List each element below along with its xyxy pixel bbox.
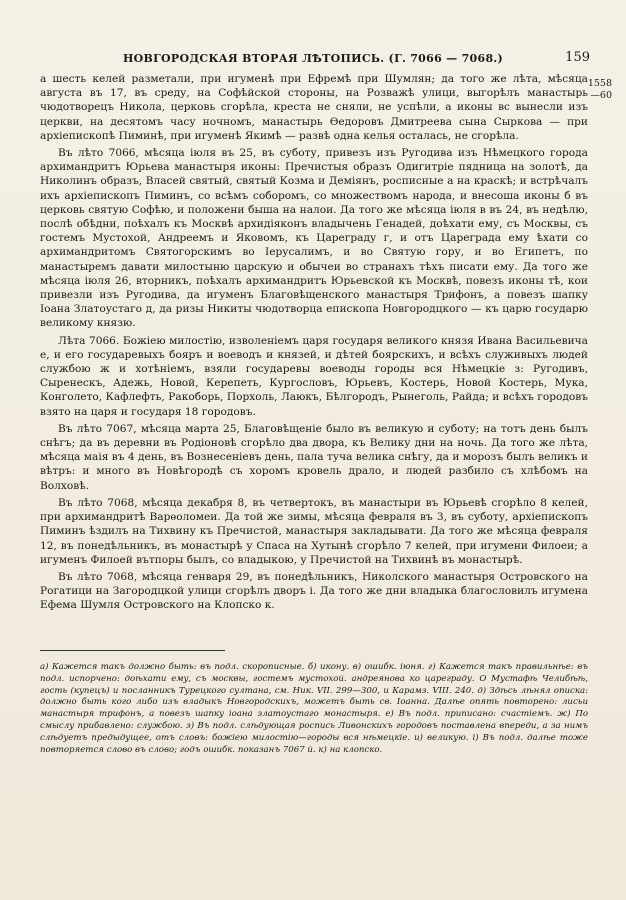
main-text <box>40 72 588 616</box>
footnote-divider <box>40 650 225 651</box>
margin-year-top: 1558 <box>587 78 612 89</box>
footnotes: а) Кажется такъ должно быть: въ подл. скоропиcные. б) икону. в) ошибк. іюня. г) Кажется такъ правильнѣе: въ подл. испорчено: доѣхати ему, съ москвы, гостемъ мустохой. андреяновa ко цареграду. О Мустафѣ Челибѣѣ, гость (купецъ) и посланникъ Турецкого султана, см. Ник. VII. 299—300, и Карамз. VIII. 240. д) Здѣсь лѣнял описка: должно быть кого либо изъ владыкъ Новгородскихъ, можетъ быть св. Іоанна. Далѣе опять повторено: лисьи манастыря трифонъ, а повезъ шапку іоана златоустагo монастыря. е) Въ подл. приписано: счастіемъ. ж) По смыслу прибавлено: службою. з) Въ подл. слѣдующая роспись Ливонскихъ городовъ поставлена впереди, а за нимъ слѣдуетъ предыдущее, отъ словъ: божіею милостію—городы вся нѣмецкіе. и) великую. і) Въ подл. далѣе тоже повторяется слово въ слово; годъ ошибк. показанъ 7067 й. к) на клопско. <box>40 662 588 755</box>
paragraph-5: Въ лѣто 7068, мѣсяца декабря 8, въ четвертокъ, въ манастыри въ Юрьевѣ сгорѣло 8 келей, при архимандритѣ Варѳоломеи. Да той же зимы, мѣсяца февраля въ 3, въ суботу, архіепископъ Пиминъ ѣздилъ на Тихвину къ Пречистой, манастыря закладывати. Да того же мѣсяца февраля 12, въ понедѣльникъ, въ монастырѣ у Спаса на Хутынѣ сгорѣло 7 келей, при игумени Филоеи; а игуменъ Филоей вътпоры былъ, со владыкою, у Пречистой на Тихвинѣ въ монастырѣ. <box>40 496 588 566</box>
paragraph-3: Лѣта 7066. Божіею милостію, изволеніемъ царя государя великого князя Ивана Васильевича е, и его государевыхъ бояръ и воеводъ и князей, и дѣтей боярскихъ, и всѣхъ служивыхъ людей службою ж и хотѣніемъ, взяли государевы воеводы городы вся Нѣмецкіе з: Ругодивъ, Сыренескъ, Адежь, Новой, Керепеть, Кургословъ, Юрьевъ, Костерь, Новой Костерь, Мука, Конголето, Кафлефть, Ракоборь, Порхоль, Лаюкъ, Бѣлгородъ, Рынеголь, Райда; и всѣхъ городовъ взято на царя и государя 18 городовъ. <box>40 334 588 418</box>
paragraph-2: Въ лѣто 7066, мѣсяца іюля въ 25, въ суботу, привезъ изъ Ругодива изъ Нѣмецкого города архимандритъ Юрьева манастыря иконы: Пречистыя образъ Одигитріе пядница на золотѣ, да Николинъ образъ, Власей святый, святый Козма и Деміянъ, росписные а на краскѣ; и встрѣчалъ ихъ архіепископъ Пиминъ, со всѣмъ соборомъ, со множествомъ народа, и внесоша иконы б въ церковь святую Софѣю, и положени быша на налои. Да того же мѣсяца іюля в въ 24, въ недѣлю, послѣ обѣдни, поѣхалъ къ Москвѣ архидіяконъ владычень Генадей, доѣхати ему, съ Москвы, съ гостемъ Мустохой, Андреемъ и Яковомъ, къ Цареграду г, и отъ Цареграда ему ѣхати со архимандритомъ Святогорскимъ во Іерусалимъ, и во Святую гору, и во Египетъ, по манастыремъ давати милостыню царскую и обычеи во странахъ тѣхъ писати ему. Да того же мѣсяца іюля 26, вторникъ, поѣхалъ архимандритъ Юрьевской къ Москвѣ, повезъ иконы тѣ, кои привезли изъ Ругодива, да игуменъ Благовѣщенского манастыря Трифонъ, а повезъ шапку Іоана Златоустаго д, да ризы Никиты чюдотворца епископа Новгородцкого — къ царю государю великому князю. <box>40 147 588 330</box>
margin-years <box>588 78 612 102</box>
margin-year-bottom: —60 <box>590 90 612 101</box>
paragraph-4: Въ лѣто 7067, мѣсяца марта 25, Благовѣщеніе было въ великую и суботу; на тотъ день былъ снѣгъ; да въ деревни въ Родіоновѣ сгорѣло два двора, къ Велику дни на ночь. Да того же лѣта, мѣсяца маія въ 4 день, въ Вознесеніевъ день, пала туча велика снѣгу, да и морозъ былъ великъ и вѣтръ: и много въ Новѣгородѣ съ хоромъ кровель драло, и людей разбило съ хлѣбомъ на Волховѣ. <box>40 422 588 492</box>
paragraph-6: Въ лѣто 7068, мѣсяца генваря 29, въ понедѣльникъ, Николского манастыря Островского на Рогатици на Загородцкой улици сгорѣлъ дворъ і. Да того же дни владыка благословилъ игумена Ефема Шумля Островского на Клопско к. <box>40 570 588 612</box>
paragraph-1: а шесть келей разметали, при игуменѣ при Ефремѣ при Шумлян; да того же лѣта, мѣсяца августа въ 17, въ среду, на Софѣйской стороны, на Розважѣ улици, выгорѣлъ манастырь чюдотворецъ Никола, церковь сгорѣла, креста не сняли, не успѣли, а иконы вс вынесли изъ церкви, на десятомъ часу ночномъ, манастырь Ѳедоровъ Дмитреева сына Сыркова — при архіепископѣ Пиминѣ, при игуменѣ Якимѣ — развѣ одна келья осталась, не сгорѣла. <box>40 73 588 142</box>
page-number: 159 <box>565 50 590 65</box>
running-title: НОВГОРОДСКАЯ ВТОРАЯ ЛѢТОПИСЬ. (Г. 7066 — 7068.) <box>122 52 504 65</box>
